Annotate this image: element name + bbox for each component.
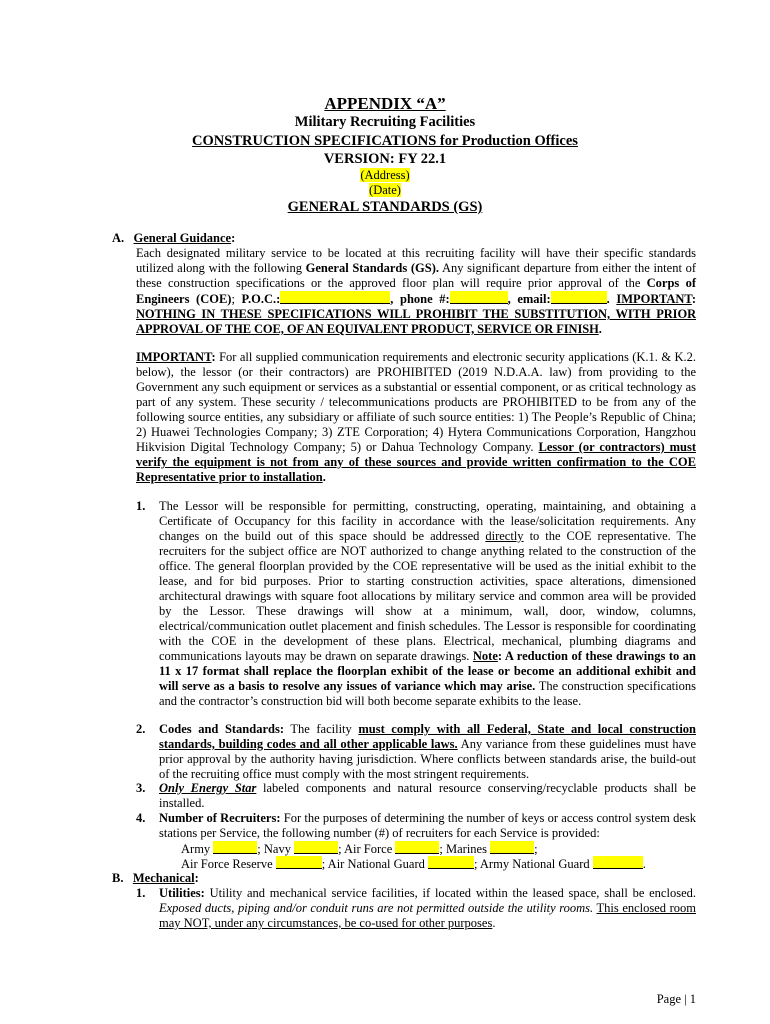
text-bold-underline: must comply with all Federal, State and local construction standards, building codes and all other applicable laws. [159,722,697,751]
substitution-notice: NOTHING IN THESE SPECIFICATIONS WILL PROHIBIT THE SUBSTITUTION, WITH PRIOR APPROVAL OF THE COE, OF AN EQUIVALENT PRODUCT, SERVICE OR FINISH [136,307,696,336]
text: Each designated military service to be located at this recruiting facility will have their specific standards utilized along with the following [136,246,696,275]
text: . [322,470,326,484]
address-text: (Address) [360,168,410,182]
page-number: Page | 1 [656,992,696,1006]
phone-label: , phone #: [390,292,450,306]
verification-requirement: Lessor (or contractors) must verify the equipment is not from any of these sources and provide written confirmation to the COE Representative prior to installation [136,440,696,484]
list-item-recruiters [159,811,696,841]
text: The facility [284,722,359,736]
text: For all supplied communication requirements and electronic security applications (K.1. & K.2. below), the lessor (or their contractors) are PROHIBITED (2019 N.D.A.A. law) from providing to the Government any such equipment or services as a substantial or essential component, or as critical technology as part of any system. These security / telecommunications products are PROHIBITED to be from any of the following source entities, any subsidiary or affiliate of such source entities: 1) The People’s Republic of China; 2) Huawei Technologies Company; 3) ZTE Corporation; 4) Hytera Communications Corporation, Hangzhou Hikvision Digital Technology Company; 5) or Dahua Technology Company. [136,350,696,454]
air-force-count-field[interactable] [395,841,439,854]
item-number: 1. [136,499,146,513]
date-text: (Date) [369,183,401,197]
colon: : [231,231,236,245]
section-a-heading [112,231,235,246]
navy-label: ; Navy [257,842,295,856]
text: . [598,322,602,336]
standards-title: GENERAL STANDARDS (GS) [287,199,483,215]
air-national-guard-label: ; Air National Guard [321,857,428,871]
text: labeled components and natural resource conserving/recyclable products shall be installed. [159,781,696,810]
text: ; [534,842,538,856]
item-number: 3. [136,781,146,795]
poc-label: P.O.C.: [241,292,281,306]
facility-title: Military Recruiting Facilities [294,114,476,130]
text: ; [231,292,242,306]
section-title: Mechanical [132,871,195,885]
text: : [691,292,696,306]
army-label: Army [181,842,214,856]
air-force-label: ; Air Force [338,842,396,856]
text: . [606,292,617,306]
army-national-guard-label: ; Army National Guard [474,857,593,871]
text: to the COE representative. The recruiters for the subject office are NOT authorized to change anything related to the construction of the office. The general floorplan provided by the COE representative will be used as the initial exhibit to the lease, and for bid purposes. Prior to starting construction activities, space alterations, dimensioned architectural drawings with square foot allocations by military service and common area will be provided by the Lessor. These drawings will show at a minimum, wall, door, window, columns, electrical/communication outlet placement and finish schedules. The Lessor is responsible for coordinating with the COE in the development of these plans. Electrical, mechanical, plumbing diagrams and communications layouts may be drawn on separate drawings. [159,529,696,663]
text: For the purposes of determining the number of keys or access control system desk stations per Service, the following number (#) of recruiters for each Service is provided: [159,811,697,840]
text-bold: Corps of Engineers (COE) [136,276,696,306]
note-text: : A reduction of these drawings to an 11 x 17 format shall replace the floorplan exhibit of the lease or become an additional exhibit and will serve as a basis to resolve any issues of variance which may arise. [159,649,696,693]
item-heading: Utilities: [159,886,205,900]
text: Any variance from these guidelines must have prior approval by the authority having jurisdiction. Where conflicts between standards arise, the build-out of the recruiting office must comply with the most stringent requirements. [159,737,696,781]
important-label: IMPORTANT [136,350,212,364]
text-underline: directly [485,529,524,543]
email-field[interactable] [551,291,607,304]
phone-field[interactable] [450,291,508,304]
section-title: General Guidance [133,231,232,245]
recruiter-count-row-2 [181,856,646,872]
list-item-codes-standards [159,722,696,782]
item-heading: Number of Recruiters: [159,811,281,825]
item-number: 4. [136,811,146,825]
important-label: IMPORTANT [616,292,692,306]
text-bold: General Standards (GS). [305,261,440,275]
text: The Lessor will be responsible for permitting, constructing, operating, maintaining, and obtaining a Certificate of Occupancy for this facility in accordance with the lease/solicitation requirements. Any changes on the build out of this space should be addressed [159,499,696,543]
item-heading: Only Energy Star [159,781,257,795]
address-placeholder[interactable] [0,168,770,183]
note-label: Note [472,649,498,663]
general-guidance-paragraph [136,246,696,337]
section-letter: B. [112,871,124,885]
army-national-guard-count-field[interactable] [593,856,643,869]
army-count-field[interactable] [213,841,257,854]
item-heading: Codes and Standards: [159,722,284,736]
item-number: 2. [136,722,146,736]
list-item-utilities [159,886,696,931]
text: Any significant departure from either the intent of these construction specifications or the approved floor plan will require prior approval of the [136,261,696,290]
air-force-reserve-count-field[interactable] [276,856,322,869]
colon: : [194,871,199,885]
version-label: VERSION: FY 22.1 [323,151,447,167]
recruiter-count-row-1 [181,841,538,857]
specs-title: CONSTRUCTION SPECIFICATIONS for Production Offices [192,133,578,149]
text: The construction specifications and the contractor’s construction bid will both become separate exhibits to the lease. [159,679,696,708]
text: . [492,916,496,930]
marines-count-field[interactable] [490,841,534,854]
appendix-title: APPENDIX “A” [324,94,446,113]
poc-field[interactable] [280,291,390,304]
air-force-reserve-label: Air Force Reserve [181,857,276,871]
navy-count-field[interactable] [294,841,338,854]
list-item-lessor-responsibility [159,499,696,709]
list-item-energy-star [159,781,696,811]
text-italic: Exposed ducts, piping and/or conduit runs are not permitted outside the utility rooms. [159,901,594,915]
section-letter: A. [112,231,125,245]
important-prohibited-paragraph [136,350,696,485]
item-number: 1. [136,886,146,900]
text: . [642,857,646,871]
text: Utility and mechanical service facilities, if located within the leased space, shall be enclosed. [204,886,696,900]
air-national-guard-count-field[interactable] [428,856,474,869]
section-b-heading [112,871,199,886]
date-placeholder[interactable] [0,183,770,198]
text-underline: This enclosed room may NOT, under any circumstances, be co-used for other purposes [159,901,697,930]
text: : [211,350,216,364]
email-label: , email: [507,292,551,306]
marines-label: ; Marines [439,842,491,856]
